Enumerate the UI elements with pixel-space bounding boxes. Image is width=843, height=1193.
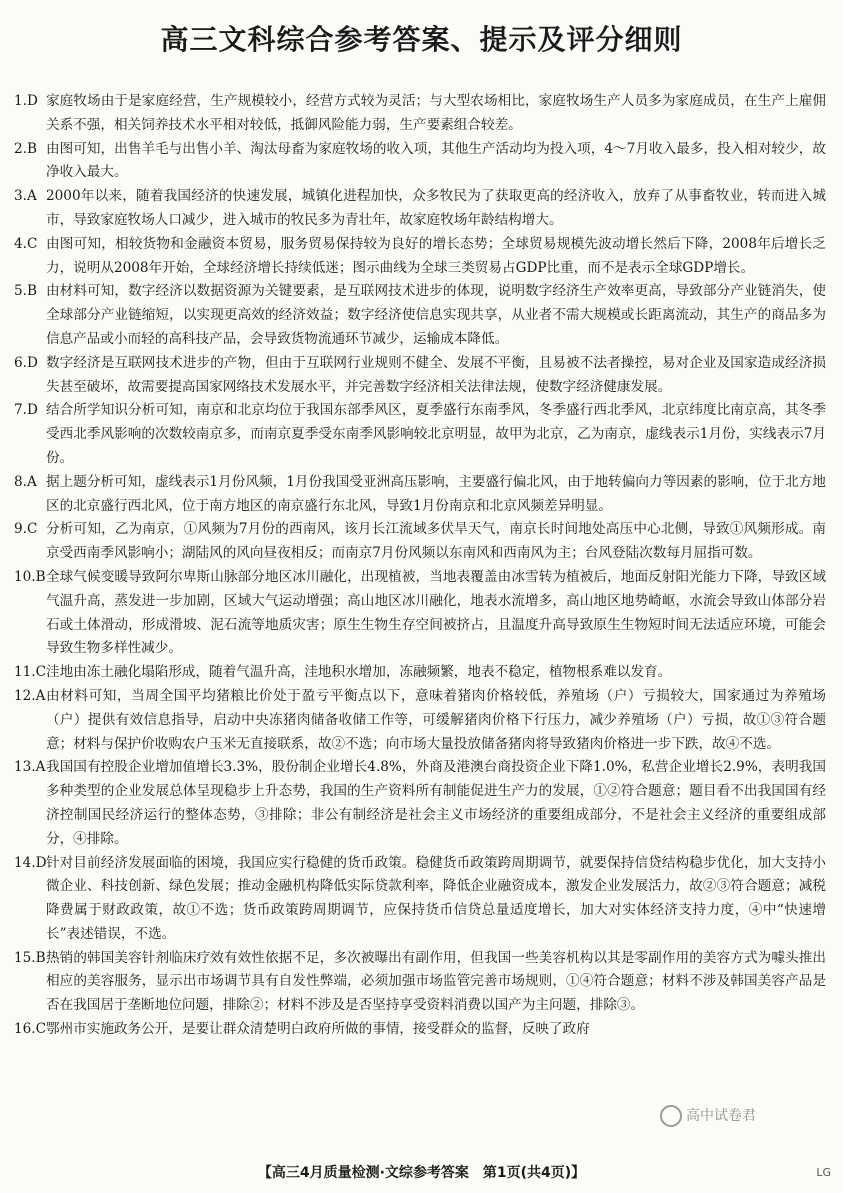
answer-number: 16.C (14, 1021, 47, 1038)
answer-item (14, 90, 826, 138)
answer-text: 全球气候变暖导致阿尔卑斯山脉部分地区冰川融化，出现植被，当地表覆盖由冰雪转为植被后，地面反射阳光能力下降，导致区域气温升高，蒸发进一步加剧，区域大气运动增强；高山地区冰川融化，地表水流增多，高山地区地势崎岖，水流会导致山体部分岩石或土体滑动，形成滑坡、泥石流等地质灾害；原生生物生存空间被挤占，且温度升高导致原生生物短时间无法适应环境，可能会导致生物多样性减少。 (46, 568, 826, 657)
answer-text: 鄂州市实施政务公开，是要让群众清楚明白政府所做的事情，接受群众的监督，反映了政府 (46, 1021, 590, 1038)
answer-item (14, 685, 826, 756)
answer-number: 13.A (14, 759, 46, 776)
wechat-stamp (660, 1105, 756, 1127)
answer-number: 5.B (14, 283, 37, 300)
answer-item (14, 852, 826, 947)
answer-item (14, 947, 826, 1018)
wechat-logo-icon (660, 1105, 682, 1127)
answer-number: 1.D (14, 93, 38, 109)
answer-text: 结合所学知识分析可知，南京和北京均位于我国东部季风区，夏季盛行东南季风，冬季盛行西北季风，北京纬度比南京高，其冬季受西北季风影响的次数较南京多，而南京夏季受东南季风影响较北京明显，故甲为北京，乙为南京，虚线表示1月份，实线表示7月份。 (46, 402, 826, 466)
answer-item (14, 566, 826, 661)
answer-item (14, 280, 826, 351)
answer-text: 由图可知，相较货物和金融资本贸易，服务贸易保持较为良好的增长态势；全球贸易规模先波动增长然后下降，2008年后增长乏力，说明从2008年开始，全球经济增长持续低迷；图示曲线为全球三类贸易占GDP比重，而不是表示全球GDP增长。 (46, 235, 826, 276)
answer-item (14, 399, 826, 470)
answer-text: 由材料可知，数字经济以数据资源为关键要素，是互联网技术进步的体现，说明数字经济生产效率更高，导致部分产业链消失，使全球部分产业链缩短，以实现更高效的经济效益；数字经济使信息实现共享，从业者不需大规模或长距离流动，其生产的商品多为信息产品或小而轻的高科技产品，会导致货物流通环节减少，运输成本降低。 (46, 283, 826, 347)
answer-number: 7.D (14, 402, 38, 419)
answer-text: 2000年以来，随着我国经济的快速发展，城镇化进程加快，众多牧民为了获取更高的经济收入，放弃了从事畜牧业，转而进入城市，导致家庭牧场人口减少，进入城市的牧民多为青壮年，故家庭牧场年龄结构增大。 (46, 188, 826, 228)
stamp-text: 高中试卷君 (686, 1108, 756, 1124)
answer-number: 11.C (14, 664, 47, 681)
page-footer: 【高三4月质量检测·文综参考答案 第1页(共4页)】 (257, 1165, 586, 1181)
answer-list (14, 90, 826, 1042)
answer-text: 热销的韩国美容针剂临床疗效有效性依据不足，多次被曝出有副作用，但我国一些美容机构以其是零副作用的美容方式为噱头推出相应的美容服务，显示出市场调节具有自发性弊端，必须加强市场监管完善市场规则，①④符合题意；材料不涉及韩国美容产品是否在我国居于垄断地位问题，排除②；材料不涉及是否坚持享受资料消费以国产为主问题，排除③。 (46, 949, 826, 1014)
answer-number: 9.C (14, 521, 38, 538)
answer-text: 洼地由冻土融化塌陷形成，随着气温升高，洼地积水增加，冻融频繁，地表不稳定，植物根系难以发育。 (46, 664, 672, 681)
answer-number: 15.B (14, 949, 46, 966)
answer-item (14, 138, 826, 186)
answer-number: 14.D (14, 854, 47, 871)
answer-text: 由图可知，出售羊毛与出售小羊、淘汰母畜为家庭牧场的收入项，其他生产活动均为投入项，4～7月收入最多，投入相对较少，故净收入最大。 (46, 140, 826, 181)
answer-item (14, 233, 826, 281)
answer-item (14, 471, 826, 519)
answer-text: 我国国有控股企业增加值增长3.3%，股份制企业增长4.8%，外商及港澳台商投资企业下降1.0%，私营企业增长2.9%，表明我国多种类型的企业发展总体呈现稳步上升态势，我国的生产资料所有制能促进生产力的发展，①②符合题意；题目看不出我国国有经济控制国民经济运行的整体态势，③排除；非公有制经济是社会主义市场经济的重要组成部分，不是社会主义经济的重要组成部分，④排除。 (46, 759, 826, 847)
page-title: 高三文科综合参考答案、提示及评分细则 (160, 23, 683, 56)
answer-item (14, 352, 826, 400)
answer-text: 由材料可知，当周全国平均猪粮比价处于盈亏平衡点以下，意味着猪肉价格较低，养殖场（户）亏损较大，国家通过为养殖场（户）提供有效信息指导，启动中央冻猪肉储备收储工作等，可缓解猪肉价格下行压力，减少养殖场（户）亏损，故①③符合题意；材料与保护价收购农户玉米无直接联系，故②不选；向市场大量投放储备猪肉将导致猪肉价格进一步下跌，故④不选。 (46, 687, 826, 752)
answer-item (14, 185, 826, 233)
answer-text: 家庭牧场由于是家庭经营，生产规模较小，经营方式较为灵活；与大型农场相比，家庭牧场生产人员多为家庭成员，在生产上雇佣关系不强，相关饲养技术水平相对较低，抵御风险能力弱，生产要素组合较差。 (46, 93, 826, 133)
answer-number: 4.C (14, 235, 38, 252)
answer-text: 分析可知，乙为南京，①风频为7月份的西南风，该月长江流域多伏旱天气，南京长时间地处高压中心北侧，导致①风频形成。南京受西南季风影响小；湖陆风的风向昼夜相反；而南京7月份风频以东南风和西南风为主；台风登陆次数每月屈指可数。 (46, 521, 826, 562)
answer-text: 针对目前经济发展面临的困境，我国应实行稳健的货币政策。稳健货币政策跨周期调节，就要保持信贷结构稳步优化，加大支持小微企业、科技创新、绿色发展；推动金融机构降低实际贷款利率，降低企业融资成本，激发企业发展活力，故②③符合题意；减税降费属于财政政策，故①不选；货币政策跨周期调节，应保持货币信贷总量适度增长，加大对实体经济支持力度，④中“快速增长”表述错误，不选。 (46, 854, 826, 942)
answer-number: 8.A (14, 473, 37, 490)
answer-number: 2.B (14, 140, 37, 157)
answer-number: 12.A (14, 687, 46, 704)
answer-number: 6.D (14, 354, 38, 371)
answer-item (14, 518, 826, 566)
answer-number: 10.B (14, 568, 46, 585)
answer-item (14, 661, 826, 685)
answer-text: 据上题分析可知，虚线表示1月份风频，1月份我国受亚洲高压影响，主要盛行偏北风，由于地转偏向力等因素的影响，位于北方地区的北京盛行西北风，位于南方地区的南京盛行东北风，导致1月份南京和北京风频差异明显。 (46, 473, 826, 514)
answer-item (14, 756, 826, 851)
answer-number: 3.A (14, 188, 37, 205)
answer-text: 数字经济是互联网技术进步的产物，但由于互联网行业规则不健全、发展不平衡，且易被不法者操控，易对企业及国家造成经济损失甚至破坏，故需要提高国家网络技术发展水平，并完善数字经济相关法律法规，使数字经济健康发展。 (46, 354, 826, 395)
answer-item (14, 1018, 826, 1042)
footer-code: LG (816, 1166, 831, 1179)
